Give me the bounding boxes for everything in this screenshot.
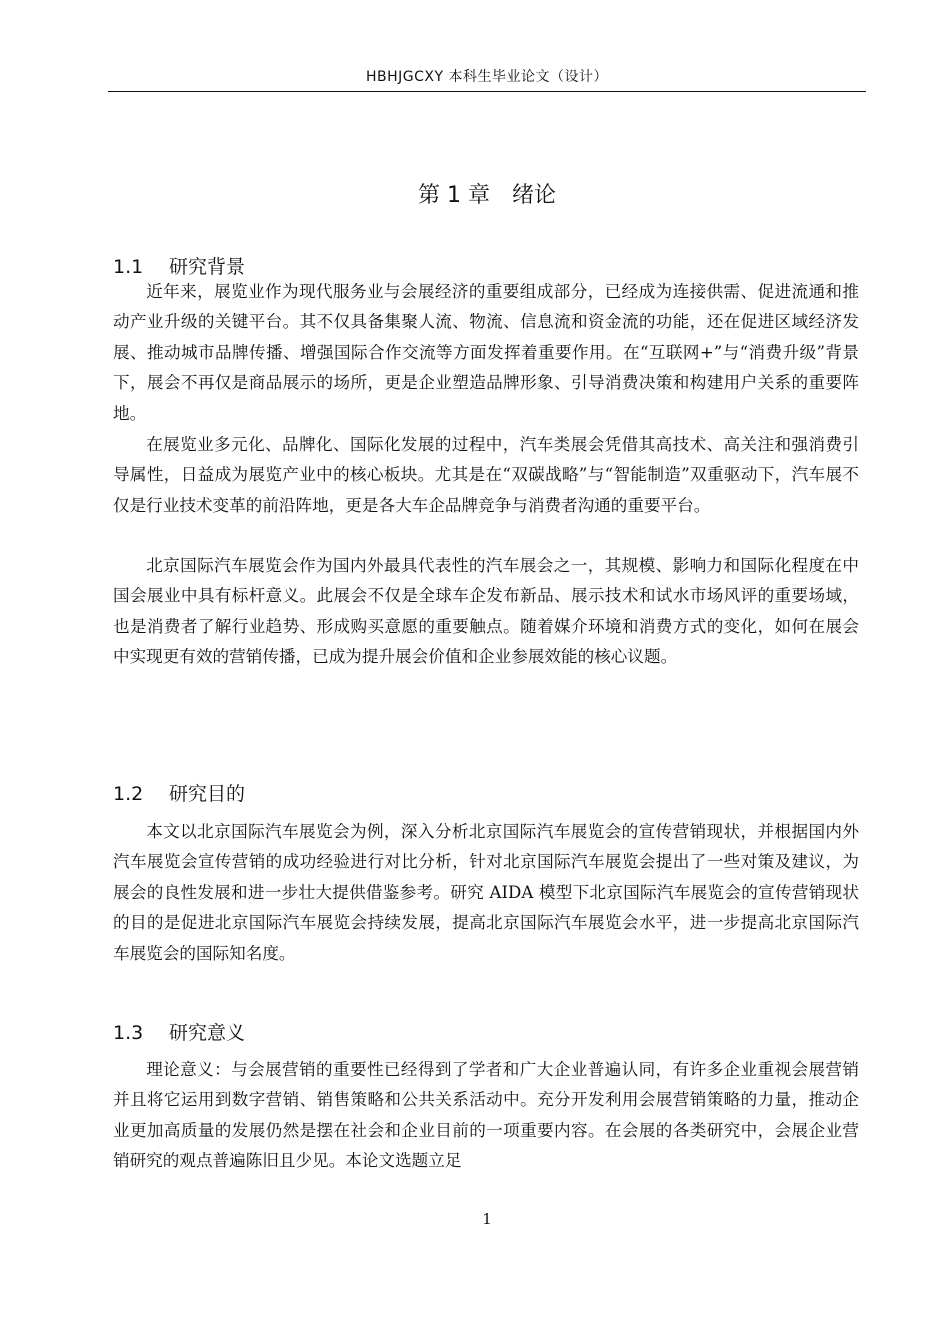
section-title: 研究意义	[169, 1022, 246, 1044]
paragraph: 在展览业多元化、品牌化、国际化发展的过程中，汽车类展会凭借其高技术、高关注和强消费引导属性，日益成为展览产业中的核心板块。尤其是在“双碳战略”与“智能制造”双重驱动下，汽车展不仅是行业技术变革的前沿阵地，更是各大车企品牌竞争与消费者沟通的重要平台。	[113, 435, 859, 515]
section-heading-1-1	[113, 252, 245, 279]
paragraph: 本文以北京国际汽车展览会为例，深入分析北京国际汽车展览会的宣传营销现状，并根据国内外汽车展览会宣传营销的成功经验进行对比分析，针对北京国际汽车展览会提出了一些对策及建议，为展会的良性发展和进一步壮大提供借鉴参考。研究 AIDA 模型下北京国际汽车展览会的宣传营销现状的目的是促进北京国际汽车展览会持续发展，提高北京国际汽车展览会水平，进一步提高北京国际汽车展览会的国际知名度。	[113, 822, 859, 963]
section-heading-1-2	[113, 779, 245, 806]
header-rule	[108, 91, 866, 92]
page-number: 1	[482, 1210, 492, 1228]
section-number: 1.3	[113, 1022, 144, 1044]
section-title: 研究目的	[169, 783, 246, 805]
section-number: 1.2	[113, 783, 144, 805]
running-header: HBHJGCXY 本科生毕业论文（设计）	[365, 69, 608, 85]
paragraph: 理论意义：与会展营销的重要性已经得到了学者和广大企业普遍认同，有许多企业重视会展营销并且将它运用到数字营销、销售策略和公共关系活动中。充分开发利用会展营销策略的力量，推动企业更加高质量的发展仍然是摆在社会和企业目前的一项重要内容。在会展的各类研究中，会展企业营销研究的观点普遍陈旧且少见。本论文选题立足	[113, 1060, 859, 1171]
section-heading-1-3	[113, 1018, 245, 1045]
paragraph: 近年来，展览业作为现代服务业与会展经济的重要组成部分，已经成为连接供需、促进流通和推动产业升级的关键平台。其不仅具备集聚人流、物流、信息流和资金流的功能，还在促进区域经济发展、推动城市品牌传播、增强国际合作交流等方面发挥着重要作用。在“互联网+”与“消费升级”背景下，展会不再仅是商品展示的场所，更是企业塑造品牌形象、引导消费决策和构建用户关系的重要阵地。	[113, 282, 859, 423]
chapter-title: 第 1 章 绪论	[418, 183, 556, 208]
paragraph: 北京国际汽车展览会作为国内外最具代表性的汽车展会之一，其规模、影响力和国际化程度在中国会展业中具有标杆意义。此展会不仅是全球车企发布新品、展示技术和试水市场风评的重要场域，也是消费者了解行业趋势、形成购买意愿的重要触点。随着媒介环境和消费方式的变化，如何在展会中实现更有效的营销传播，已成为提升展会价值和企业参展效能的核心议题。	[113, 556, 859, 667]
section-title: 研究背景	[169, 256, 246, 278]
section-number: 1.1	[113, 256, 144, 278]
